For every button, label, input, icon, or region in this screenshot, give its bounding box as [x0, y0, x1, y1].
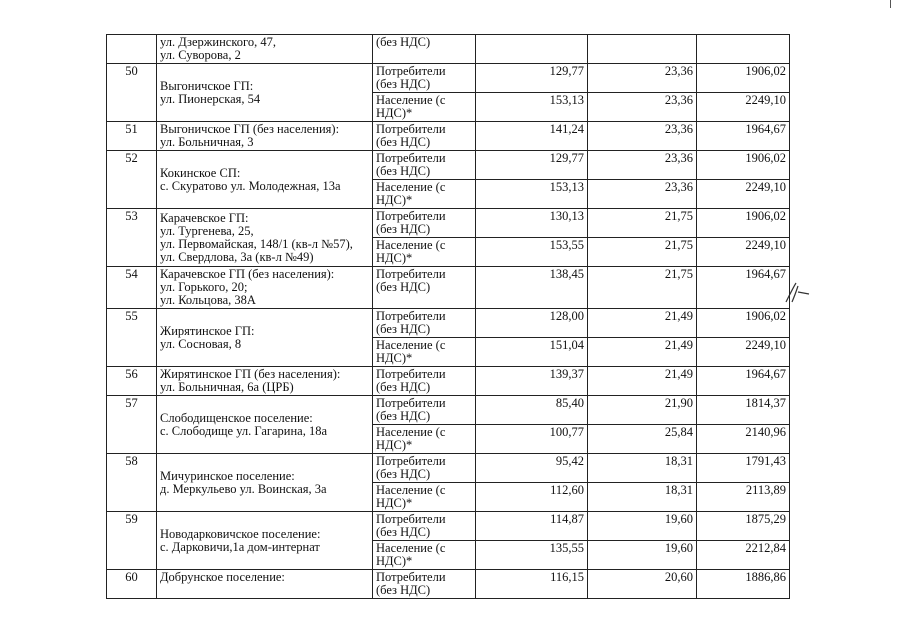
location-line: ул. Пионерская, 54	[160, 91, 261, 106]
tariff-value-3: 2249,10	[697, 238, 790, 267]
location-line: ул. Первомайская, 148/1 (кв-л №57),	[160, 236, 353, 251]
tariff-value-2: 25,84	[588, 425, 697, 454]
tariff-value-3: 2249,10	[697, 180, 790, 209]
tariff-value-1: 129,77	[476, 151, 588, 180]
tariff-value-1: 128,00	[476, 309, 588, 338]
consumer-category	[373, 570, 476, 599]
tariff-value-2: 23,36	[588, 93, 697, 122]
category-line: НДС)*	[376, 351, 413, 365]
location-cell	[157, 367, 373, 396]
location-cell	[157, 454, 373, 512]
tariff-value-1	[476, 35, 588, 64]
tariff-value-1: 153,13	[476, 93, 588, 122]
tariff-value-3: 1906,02	[697, 309, 790, 338]
category-line: (без НДС)	[376, 525, 431, 539]
tariff-value-2: 18,31	[588, 483, 697, 512]
category-line: НДС)*	[376, 496, 413, 510]
tariff-value-2: 21,49	[588, 367, 697, 396]
location-line: с. Слободище ул. Гагарина, 18а	[160, 423, 328, 438]
category-line: (без НДС)	[376, 77, 431, 91]
location-line: Добрунское поселение:	[160, 570, 285, 584]
tariff-value-3: 1906,02	[697, 151, 790, 180]
location-line: Слободищенское поселение:	[160, 410, 313, 425]
category-line: Потребители	[376, 396, 446, 410]
tariff-value-3	[697, 35, 790, 64]
table-row	[107, 367, 790, 396]
tariff-value-1: 116,15	[476, 570, 588, 599]
row-number: 57	[107, 396, 157, 454]
tariff-value-1: 130,13	[476, 209, 588, 238]
tariff-value-3: 1964,67	[697, 122, 790, 151]
tariff-value-3: 1964,67	[697, 267, 790, 309]
category-line: (без НДС)	[376, 409, 431, 423]
table-row	[107, 570, 790, 599]
row-number: 52	[107, 151, 157, 209]
category-line: Потребители	[376, 151, 446, 165]
consumer-category	[373, 425, 476, 454]
category-line: (без НДС)	[376, 380, 431, 394]
category-line: Потребители	[376, 454, 446, 468]
category-line: (без НДС)	[376, 164, 431, 178]
location-line: ул. Горького, 20;	[160, 280, 248, 294]
consumer-category	[373, 367, 476, 396]
location-line: Новодарковичское поселение:	[160, 526, 321, 541]
tariff-value-1: 114,87	[476, 512, 588, 541]
category-line: (без НДС)	[376, 222, 431, 236]
table-row	[107, 396, 790, 425]
row-number: 56	[107, 367, 157, 396]
consumer-category	[373, 483, 476, 512]
tariff-value-1: 95,42	[476, 454, 588, 483]
category-line: (без НДС)	[376, 35, 431, 49]
tariff-value-3: 1875,29	[697, 512, 790, 541]
table-row	[107, 267, 790, 309]
tariff-value-1: 135,55	[476, 541, 588, 570]
consumer-category	[373, 64, 476, 93]
tariff-value-2: 21,49	[588, 309, 697, 338]
location-cell	[157, 209, 373, 267]
consumer-category	[373, 541, 476, 570]
tariff-value-1: 153,13	[476, 180, 588, 209]
tariff-value-3: 1886,86	[697, 570, 790, 599]
table-row	[107, 209, 790, 238]
row-number: 50	[107, 64, 157, 122]
table-row	[107, 151, 790, 180]
category-line: Потребители	[376, 309, 446, 323]
category-line: (без НДС)	[376, 135, 431, 149]
consumer-category	[373, 151, 476, 180]
row-number: 51	[107, 122, 157, 151]
category-line: Потребители	[376, 64, 446, 78]
tariff-value-1: 151,04	[476, 338, 588, 367]
category-line: Население (с	[376, 541, 446, 555]
consumer-category	[373, 238, 476, 267]
location-line: Выгоничское ГП:	[160, 78, 254, 93]
location-cell	[157, 512, 373, 570]
tariff-value-3: 1906,02	[697, 209, 790, 238]
category-line: Население (с	[376, 425, 446, 439]
tariff-value-1: 100,77	[476, 425, 588, 454]
tariff-value-1: 85,40	[476, 396, 588, 425]
location-line: ул. Суворова, 2	[160, 48, 241, 62]
consumer-category	[373, 122, 476, 151]
row-number: 54	[107, 267, 157, 309]
location-line: Мичуринское поселение:	[160, 468, 295, 483]
tariff-value-2: 23,36	[588, 64, 697, 93]
location-cell	[157, 35, 373, 64]
tariff-value-2: 21,75	[588, 267, 697, 309]
tariff-value-3: 2249,10	[697, 93, 790, 122]
category-line: НДС)*	[376, 193, 413, 207]
category-line: (без НДС)	[376, 322, 431, 336]
location-line: с. Дарковичи,1а дом-интернат	[160, 539, 320, 554]
tariff-value-2: 18,31	[588, 454, 697, 483]
row-number: 55	[107, 309, 157, 367]
location-line: ул. Кольцова, 38А	[160, 293, 256, 307]
row-number: 60	[107, 570, 157, 599]
consumer-category	[373, 512, 476, 541]
tariff-value-2	[588, 35, 697, 64]
row-number: 59	[107, 512, 157, 570]
tariff-value-2: 21,75	[588, 209, 697, 238]
location-line: Карачевское ГП (без населения):	[160, 267, 335, 281]
category-line: Потребители	[376, 367, 446, 381]
page-edge-mark	[890, 0, 891, 8]
tariff-value-2: 21,90	[588, 396, 697, 425]
tariff-value-3: 2113,89	[697, 483, 790, 512]
tariff-value-1: 129,77	[476, 64, 588, 93]
category-line: НДС)*	[376, 251, 413, 265]
tariff-value-1: 139,37	[476, 367, 588, 396]
location-line: д. Меркульево ул. Воинская, 3а	[160, 481, 327, 496]
category-line: НДС)*	[376, 106, 413, 120]
location-line: ул. Больничная, 3	[160, 135, 254, 149]
category-line: Потребители	[376, 122, 446, 136]
category-line: Потребители	[376, 267, 446, 281]
tariff-table-body	[107, 35, 790, 599]
consumer-category	[373, 309, 476, 338]
location-line: Кокинское СП:	[160, 165, 241, 180]
location-line: Жирятинское ГП (без населения):	[160, 367, 341, 381]
location-line: Карачевское ГП:	[160, 210, 249, 225]
category-line: Население (с	[376, 93, 446, 107]
category-line: НДС)*	[376, 438, 413, 452]
location-line: ул. Больничная, 6а (ЦРБ)	[160, 380, 294, 394]
consumer-category	[373, 454, 476, 483]
location-cell	[157, 64, 373, 122]
tariff-value-1: 153,55	[476, 238, 588, 267]
location-line: ул. Дзержинского, 47,	[160, 35, 276, 49]
category-line: Население (с	[376, 338, 446, 352]
table-row	[107, 454, 790, 483]
table-row	[107, 122, 790, 151]
tariff-value-2: 21,49	[588, 338, 697, 367]
location-line: ул. Сосновая, 8	[160, 336, 242, 351]
tariff-value-1: 141,24	[476, 122, 588, 151]
tariff-value-2: 23,36	[588, 180, 697, 209]
location-cell	[157, 267, 373, 309]
location-cell	[157, 122, 373, 151]
tariff-value-3: 1964,67	[697, 367, 790, 396]
category-line: Население (с	[376, 238, 446, 252]
tariff-value-2: 23,36	[588, 122, 697, 151]
consumer-category	[373, 35, 476, 64]
tariff-value-1: 138,45	[476, 267, 588, 309]
tariff-value-2: 23,36	[588, 151, 697, 180]
row-number	[107, 35, 157, 64]
tariff-value-2: 20,60	[588, 570, 697, 599]
consumer-category	[373, 93, 476, 122]
table-row	[107, 309, 790, 338]
location-cell	[157, 151, 373, 209]
location-cell	[157, 309, 373, 367]
consumer-category	[373, 267, 476, 309]
tariff-value-3: 1791,43	[697, 454, 790, 483]
table-row	[107, 512, 790, 541]
consumer-category	[373, 209, 476, 238]
category-line: Потребители	[376, 512, 446, 526]
location-line: с. Скуратово ул. Молодежная, 13а	[160, 178, 341, 193]
category-line: (без НДС)	[376, 280, 431, 294]
location-cell	[157, 396, 373, 454]
table-row	[107, 35, 790, 64]
category-line: Население (с	[376, 180, 446, 194]
location-line: ул. Свердлова, 3а (кв-л №49)	[160, 249, 314, 264]
tariff-value-2: 21,75	[588, 238, 697, 267]
location-cell	[157, 570, 373, 599]
category-line: (без НДС)	[376, 467, 431, 481]
table-row	[107, 64, 790, 93]
category-line: НДС)*	[376, 554, 413, 568]
category-line: Потребители	[376, 209, 446, 223]
tariff-value-1: 112,60	[476, 483, 588, 512]
tariff-value-3: 2249,10	[697, 338, 790, 367]
tariff-value-2: 19,60	[588, 541, 697, 570]
consumer-category	[373, 396, 476, 425]
tariff-value-3: 2212,84	[697, 541, 790, 570]
tariff-value-3: 1814,37	[697, 396, 790, 425]
category-line: Потребители	[376, 570, 446, 584]
tariff-value-3: 1906,02	[697, 64, 790, 93]
consumer-category	[373, 180, 476, 209]
category-line: Население (с	[376, 483, 446, 497]
category-line: (без НДС)	[376, 583, 431, 597]
location-line: Выгоничское ГП (без населения):	[160, 122, 340, 136]
row-number: 53	[107, 209, 157, 267]
tariff-table	[106, 34, 790, 599]
row-number: 58	[107, 454, 157, 512]
location-line: Жирятинское ГП:	[160, 323, 255, 338]
tariff-value-2: 19,60	[588, 512, 697, 541]
location-line: ул. Тургенева, 25,	[160, 223, 254, 238]
consumer-category	[373, 338, 476, 367]
tariff-value-3: 2140,96	[697, 425, 790, 454]
